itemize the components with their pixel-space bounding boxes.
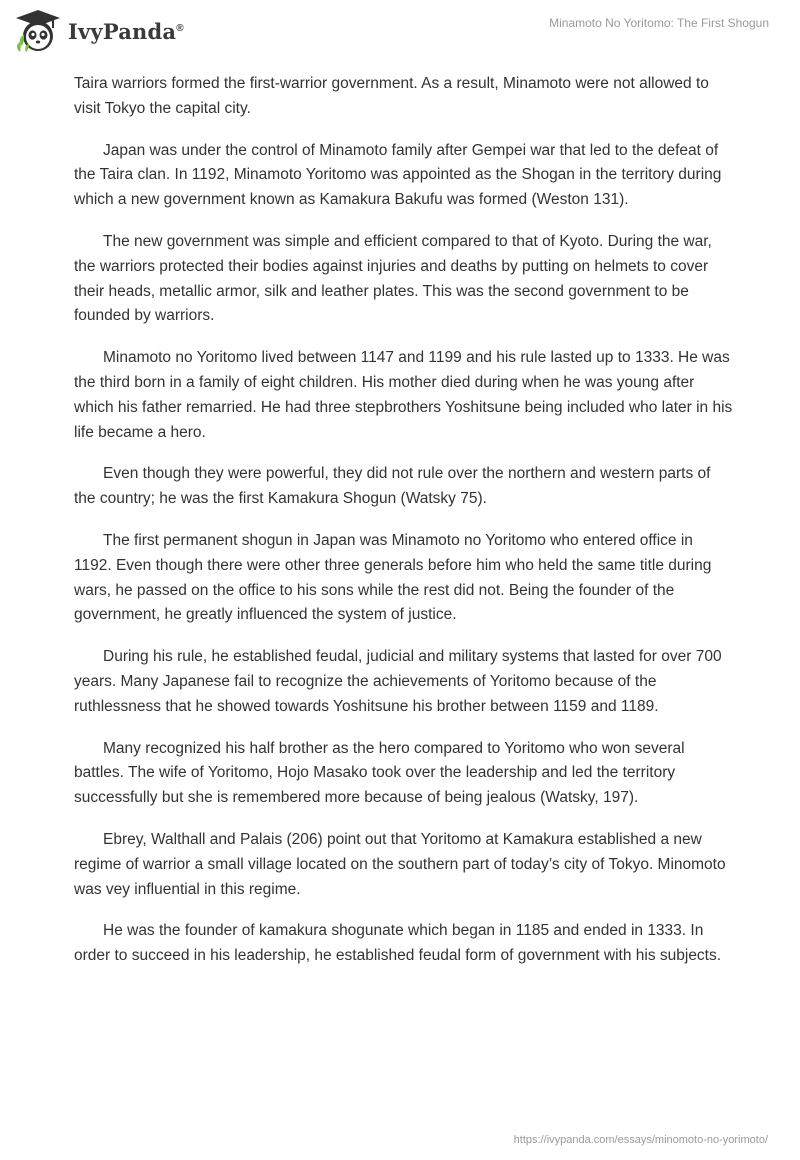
paragraph: The new government was simple and efficient compared to that of Kyoto. During the war, the warriors protected their bodies against injuries and deaths by putting on helmets to cover their heads, metallic armor, silk and leather plates. This was the second government to be founded by warriors. (74, 232, 712, 325)
document-title: Minamoto No Yoritomo: The First Shogun (549, 16, 769, 30)
page-header (0, 0, 800, 64)
paragraph: Even though they were powerful, they did not rule over the northern and western parts of the country; he was the first Kamakura Shogun (Watsky 75). (74, 465, 711, 508)
essay-body (74, 72, 734, 986)
paragraph: He was the founder of kamakura shogunate which began in 1185 and ended in 1333. In order to succeed in his leadership, he established feudal form of government with his subjects. (74, 922, 722, 965)
paragraph: Taira warriors formed the first-warrior government. As a result, Minamoto were not allowed to visit Tokyo the capital city. (74, 75, 709, 117)
paragraph: During his rule, he established feudal, judicial and military systems that lasted for over 700 years. Many Japanese fail to recognize the achievements of Yoritomo because of the ruthlessness that he showed towards Yoshitsune his brother between 1159 and 1189. (74, 648, 722, 715)
paragraph: Minamoto no Yoritomo lived between 1147 and 1199 and his rule lasted up to 1333. He was the third born in a family of eight children. His mother died during when he was young after which his father remarried. He had three stepbrothers Yoshitsune being included who later in his life became a hero. (74, 349, 733, 441)
paragraph: Japan was under the control of Minamoto family after Gempei war that led to the defeat of the Taira clan. In 1192, Minamoto Yoritomo was appointed as the Shogan in the territory during which a new government known as Kamakura Bakufu was formed (Weston 131). (74, 141, 722, 209)
source-url-link[interactable]: https://ivypanda.com/essays/minomoto-no-yorimoto/ (513, 1134, 768, 1146)
paragraph: Ebrey, Walthall and Palais (206) point out that Yoritomo at Kamakura established a new regime of warrior a small village located on the southern part of today’s city of Tokyo. Minomoto was vey influential in this regime. (74, 830, 726, 898)
panda-logo-icon (14, 8, 62, 54)
paragraph: Many recognized his half brother as the hero compared to Yoritomo who won several battles. The wife of Yoritomo, Hojo Masako took over the leadership and led the territory successfully but she is remembered more because of being jealous (Watsky, 197). (74, 739, 685, 807)
ivypanda-logo[interactable] (14, 8, 184, 54)
paragraph: The first permanent shogun in Japan was Minamoto no Yoritomo who entered office in 1192. Even though there were other three generals before him who held the same title during wars, he passed on the office to his sons while the rest did not. Being the founder of the government, he greatly influenced the system of justice. (74, 531, 712, 624)
brand-name: IvyPanda® (68, 18, 184, 44)
